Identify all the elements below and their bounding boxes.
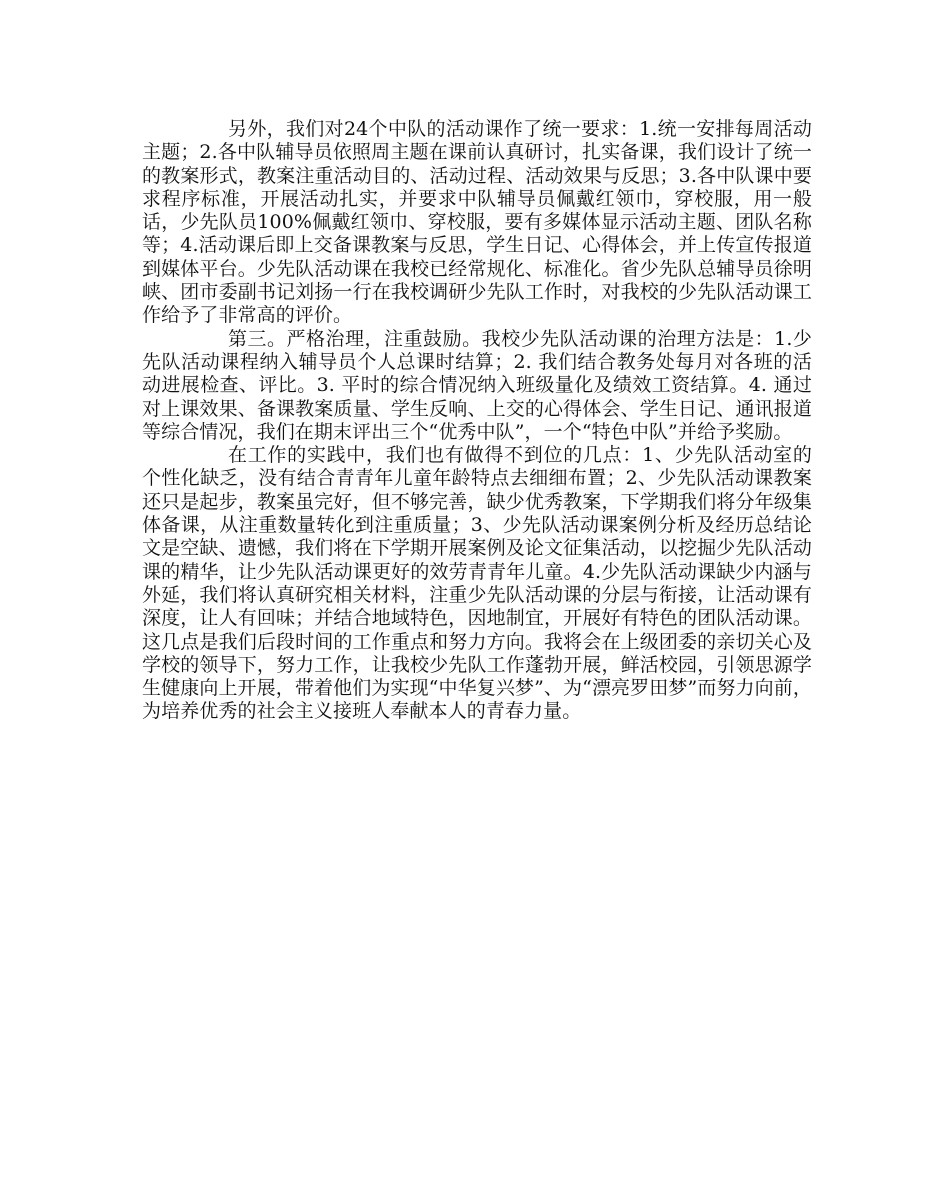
paragraph-shortcomings: 在工作的实践中，我们也有做得不到位的几点：1、少先队活动室的个性化缺乏，没有结合青青年儿童年龄特点去细细布置；2、少先队活动课教案还只是起步，教案虽完好，但不够完善，缺少优秀教案，下学期我们将分年级集体备课，从注重数量转化到注重质量；3、少先队活动课案例分析及经历总结论文是空缺、遗憾，我们将在下学期开展案例及论文征集活动，以挖掘少先队活动课的精华，让少先队活动课更好的效劳青青年儿童。4.少先队活动课缺少内涵与外延，我们将认真研究相关材料，注重少先队活动课的分层与衔接，让活动课有深度，让人有回味；并结合地域特色，因地制宜，开展好有特色的团队活动课。这几点是我们后段时间的工作重点和努力方向。我将会在上级团委的亲切关心及学校的领导下，努力工作，让我校少先队工作蓬勃开展，鲜活校园，引领思源学生健康向上开展，带着他们为实现“中华复兴梦”、为“漂亮罗田梦”而努力向前，为培养优秀的社会主义接班人奉献本人的青春力量。 xyxy=(142,444,812,723)
paragraph-management: 第三。严格治理，注重鼓励。我校少先队活动课的治理方法是：1.少先队活动课程纳入辅导员个人总课时结算；2. 我们结合教务处每月对各班的活动进展检查、评比。3. 平时的综合情况纳入班级量化及绩效工资结算。4. 通过对上课效果、备课教案质量、学生反响、上交的心得体会、学生日记、通讯报道等综合情况，我们在期末评出三个“优秀中队”，一个“特色中队”并给予奖励。 xyxy=(142,327,812,443)
paragraph-requirements: 另外，我们对24个中队的活动课作了统一要求：1.统一安排每周活动主题；2.各中队辅导员依照周主题在课前认真研讨，扎实备课，我们设计了统一的教案形式，教案注重活动目的、活动过程、活动效果与反思；3.各中队课中要求程序标准，开展活动扎实，并要求中队辅导员佩戴红领巾，穿校服，用一般话，少先队员100%佩戴红领巾、穿校服，要有多媒体显示活动主题、团队名称等；4.活动课后即上交备课教案与反思，学生日记、心得体会，并上传宣传报道到媒体平台。少先队活动课在我校已经常规化、标准化。省少先队总辅导员徐明峡、团市委副书记刘扬一行在我校调研少先队工作时，对我校的少先队活动课工作给予了非常高的评价。 xyxy=(142,118,812,327)
document-body xyxy=(142,118,812,724)
